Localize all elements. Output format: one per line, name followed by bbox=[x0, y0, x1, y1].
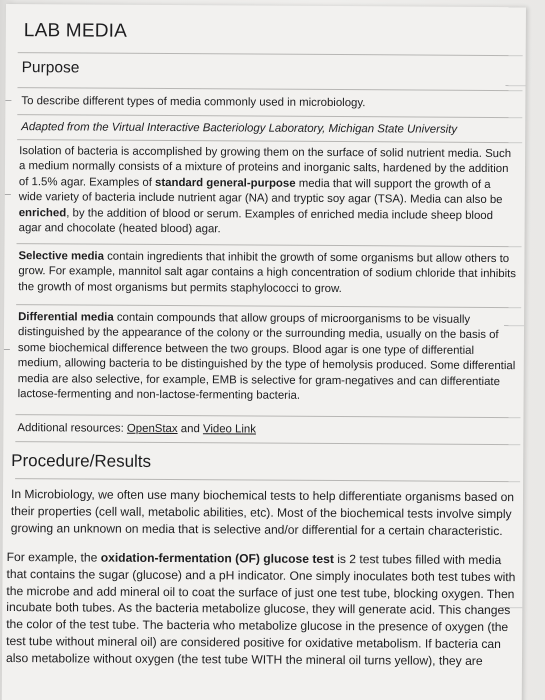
section-divider bbox=[16, 304, 521, 308]
purpose-heading: Purpose bbox=[21, 59, 80, 77]
paragraph-biochemical-tests: In Microbiology, we often use many biochemical tests to help differentiate organisms based on their properties (cell wall, metabolic abilities, etc). Most of the biochemical tests involve simply growing an unknown on media that is selective and/or differential for a certain characteristic. bbox=[10, 487, 515, 538]
paragraph-of-glucose-test: For example, the oxidation-fermentation (OF) glucose test is 2 test tubes filled with media that contains the sugar (glucose) and a pH indicator. One simply inoculates both test tubes with the microbe and add mineral oil to coat the surface of just one test tube, blocking oxygen. Then incubate both tubes. As the bacteria metabolize glucose, they will generate acid. This changes the color of the test tube. The bacteria who metabolize glucose in the presence of oxygen (the test tube without mineral oil) are considered positive for oxidative metabolism. If bacteria can also metabolize without oxygen (the test tube WITH the mineral oil turns yellow), they are bbox=[5, 550, 516, 668]
section-divider bbox=[17, 139, 522, 143]
margin-tick bbox=[5, 194, 11, 195]
section-divider bbox=[17, 114, 522, 118]
section-divider bbox=[17, 243, 522, 247]
margin-tick bbox=[506, 85, 526, 86]
page-title: LAB MEDIA bbox=[23, 20, 128, 42]
margin-tick bbox=[4, 349, 10, 350]
section-divider bbox=[18, 52, 523, 56]
paragraph-differential-media: Differential media contain compounds that allow groups of microorganisms to be visually distinguished by the appearance of the colony or the surrounding media, usually on the basis of some biochemical difference between the two groups. Blood agar is one type of differential medium, allowing bacteria to be distinguished by the type of hemolysis produced. Some differential media are also selective, for example, EMB is selective for gram-negatives and can differentiate lactose-fermenting and non-lactose-fermenting bacteria. bbox=[17, 311, 516, 402]
section-divider bbox=[15, 441, 520, 445]
margin-tick bbox=[5, 100, 11, 101]
openstax-link[interactable]: OpenStax bbox=[126, 422, 178, 436]
video-link[interactable]: Video Link bbox=[202, 423, 257, 436]
purpose-text: To describe different types of media commonly used in microbiology. bbox=[21, 95, 366, 110]
additional-resources: Additional resources: OpenStax and Video Link bbox=[17, 422, 257, 436]
adapted-text: Adapted from the Virtual Interactive Bacteriology Laboratory, Michigan State University bbox=[21, 121, 458, 136]
section-divider bbox=[17, 87, 522, 91]
section-divider bbox=[15, 478, 520, 482]
paragraph-selective-media: Selective media contain ingredients that inhibit the growth of some organisms but allow others to grow. For example, mannitol salt agar contains a high concentration of sodium chloride that inhibits the growth of most organisms but permits staphylococci to grow. bbox=[18, 250, 517, 295]
paragraph-general-media: Isolation of bacteria is accomplished by growing them on the surface of solid nutrient media. Such a medium normally consists of a mixture of proteins and inorganic salts, hardened by the addition of 1.5% agar. Examples of standard general-purpose media that will support the growth of a wide variety of bacteria include nutrient agar (NA) and tryptic soy agar (TSA). Media can also be enriched, by the addition of blood or serum. Examples of enriched media include sheep blood agar and chocolate (heated blood) agar. bbox=[18, 145, 512, 236]
document-sheet bbox=[2, 4, 526, 700]
procedure-heading: Procedure/Results bbox=[11, 451, 152, 471]
section-divider bbox=[15, 414, 520, 418]
